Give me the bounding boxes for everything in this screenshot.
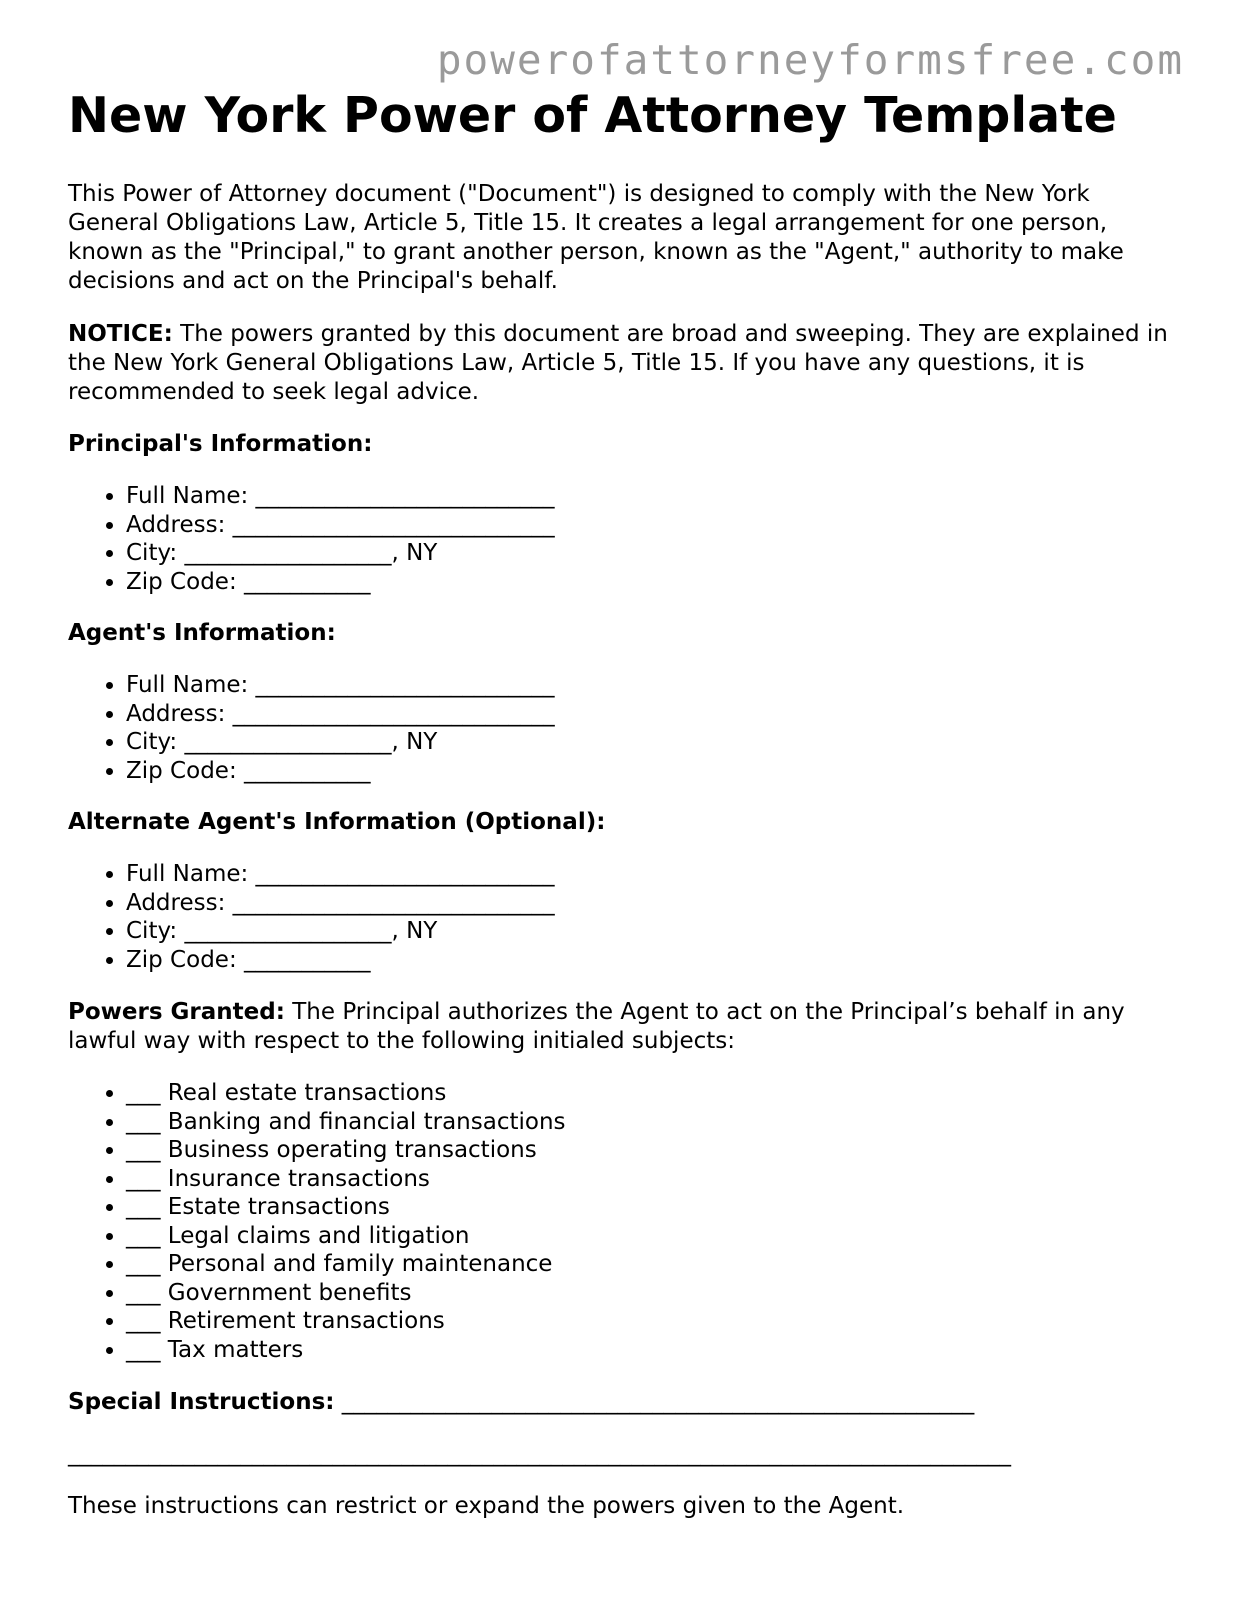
special-instructions-line[interactable]: __________________________________________________________________________________ bbox=[68, 1441, 1011, 1467]
power-item-insurance[interactable]: • ___ Insurance transactions bbox=[126, 1165, 1178, 1194]
alternate-agent-fields bbox=[68, 860, 1178, 974]
agent-city-field[interactable]: • City: __________________, NY bbox=[126, 728, 1178, 757]
powers-label: Powers Granted: bbox=[68, 999, 285, 1025]
power-item-banking[interactable]: • ___ Banking and financial transactions bbox=[126, 1108, 1178, 1137]
principal-address-field[interactable]: • Address: ____________________________ bbox=[126, 511, 1178, 540]
notice-paragraph bbox=[68, 320, 1178, 407]
alternate-city-field[interactable]: • City: __________________, NY bbox=[126, 917, 1178, 946]
watermark: powerofattorneyformsfree.com bbox=[436, 36, 1184, 84]
page-title: New York Power of Attorney Template bbox=[68, 87, 1117, 144]
agent-zip-field[interactable]: • Zip Code: ___________ bbox=[126, 757, 1178, 786]
agent-full-name-field[interactable]: • Full Name: __________________________ bbox=[126, 671, 1178, 700]
power-item-legal-claims[interactable]: • ___ Legal claims and litigation bbox=[126, 1222, 1178, 1251]
alternate-agent-heading: Alternate Agent's Information (Optional): bbox=[68, 809, 606, 835]
closing-note: These instructions can restrict or expand the powers given to the Agent. bbox=[68, 1493, 905, 1519]
power-item-tax[interactable]: • ___ Tax matters bbox=[126, 1336, 1178, 1365]
power-item-business[interactable]: • ___ Business operating transactions bbox=[126, 1136, 1178, 1165]
power-item-family-maintenance[interactable]: • ___ Personal and family maintenance bbox=[126, 1250, 1178, 1279]
principal-heading: Principal's Information: bbox=[68, 431, 373, 457]
special-instructions-label: Special Instructions: bbox=[68, 1389, 335, 1415]
agent-fields bbox=[68, 671, 1178, 785]
principal-fields bbox=[68, 482, 1178, 596]
document-content bbox=[68, 88, 1178, 1521]
power-item-government-benefits[interactable]: • ___ Government benefits bbox=[126, 1279, 1178, 1308]
alternate-address-field[interactable]: • Address: ____________________________ bbox=[126, 889, 1178, 918]
intro-paragraph: This Power of Attorney document ("Document") is designed to comply with the New York General Obligations Law, Article 5, Title 15. It creates a legal arrangement for one person, known as the "Principal," to grant another person, known as the "Agent," authority to make decisions and act on the Principal's behalf. bbox=[68, 181, 1124, 294]
principal-city-field[interactable]: • City: __________________, NY bbox=[126, 539, 1178, 568]
powers-list bbox=[68, 1079, 1178, 1364]
agent-heading: Agent's Information: bbox=[68, 620, 336, 646]
notice-label: NOTICE: bbox=[68, 321, 173, 347]
powers-paragraph bbox=[68, 998, 1178, 1056]
powers-text: The Principal authorizes the Agent to act on the Principal’s behalf in any lawful way with respect to the following initialed subjects: bbox=[68, 999, 1125, 1054]
agent-address-field[interactable]: • Address: ____________________________ bbox=[126, 700, 1178, 729]
special-instructions[interactable] bbox=[68, 1388, 1178, 1417]
special-instructions-blank: _______________________________________________________ bbox=[334, 1389, 975, 1415]
principal-full-name-field[interactable]: • Full Name: __________________________ bbox=[126, 482, 1178, 511]
power-item-retirement[interactable]: • ___ Retirement transactions bbox=[126, 1307, 1178, 1336]
power-item-real-estate[interactable]: • ___ Real estate transactions bbox=[126, 1079, 1178, 1108]
principal-zip-field[interactable]: • Zip Code: ___________ bbox=[126, 568, 1178, 597]
alternate-zip-field[interactable]: • Zip Code: ___________ bbox=[126, 946, 1178, 975]
power-item-estate[interactable]: • ___ Estate transactions bbox=[126, 1193, 1178, 1222]
alternate-full-name-field[interactable]: • Full Name: __________________________ bbox=[126, 860, 1178, 889]
notice-text: The powers granted by this document are broad and sweeping. They are explained in the New York General Obligations Law, Article 5, Title 15. If you have any questions, it is recommended to seek legal advice. bbox=[68, 321, 1168, 405]
